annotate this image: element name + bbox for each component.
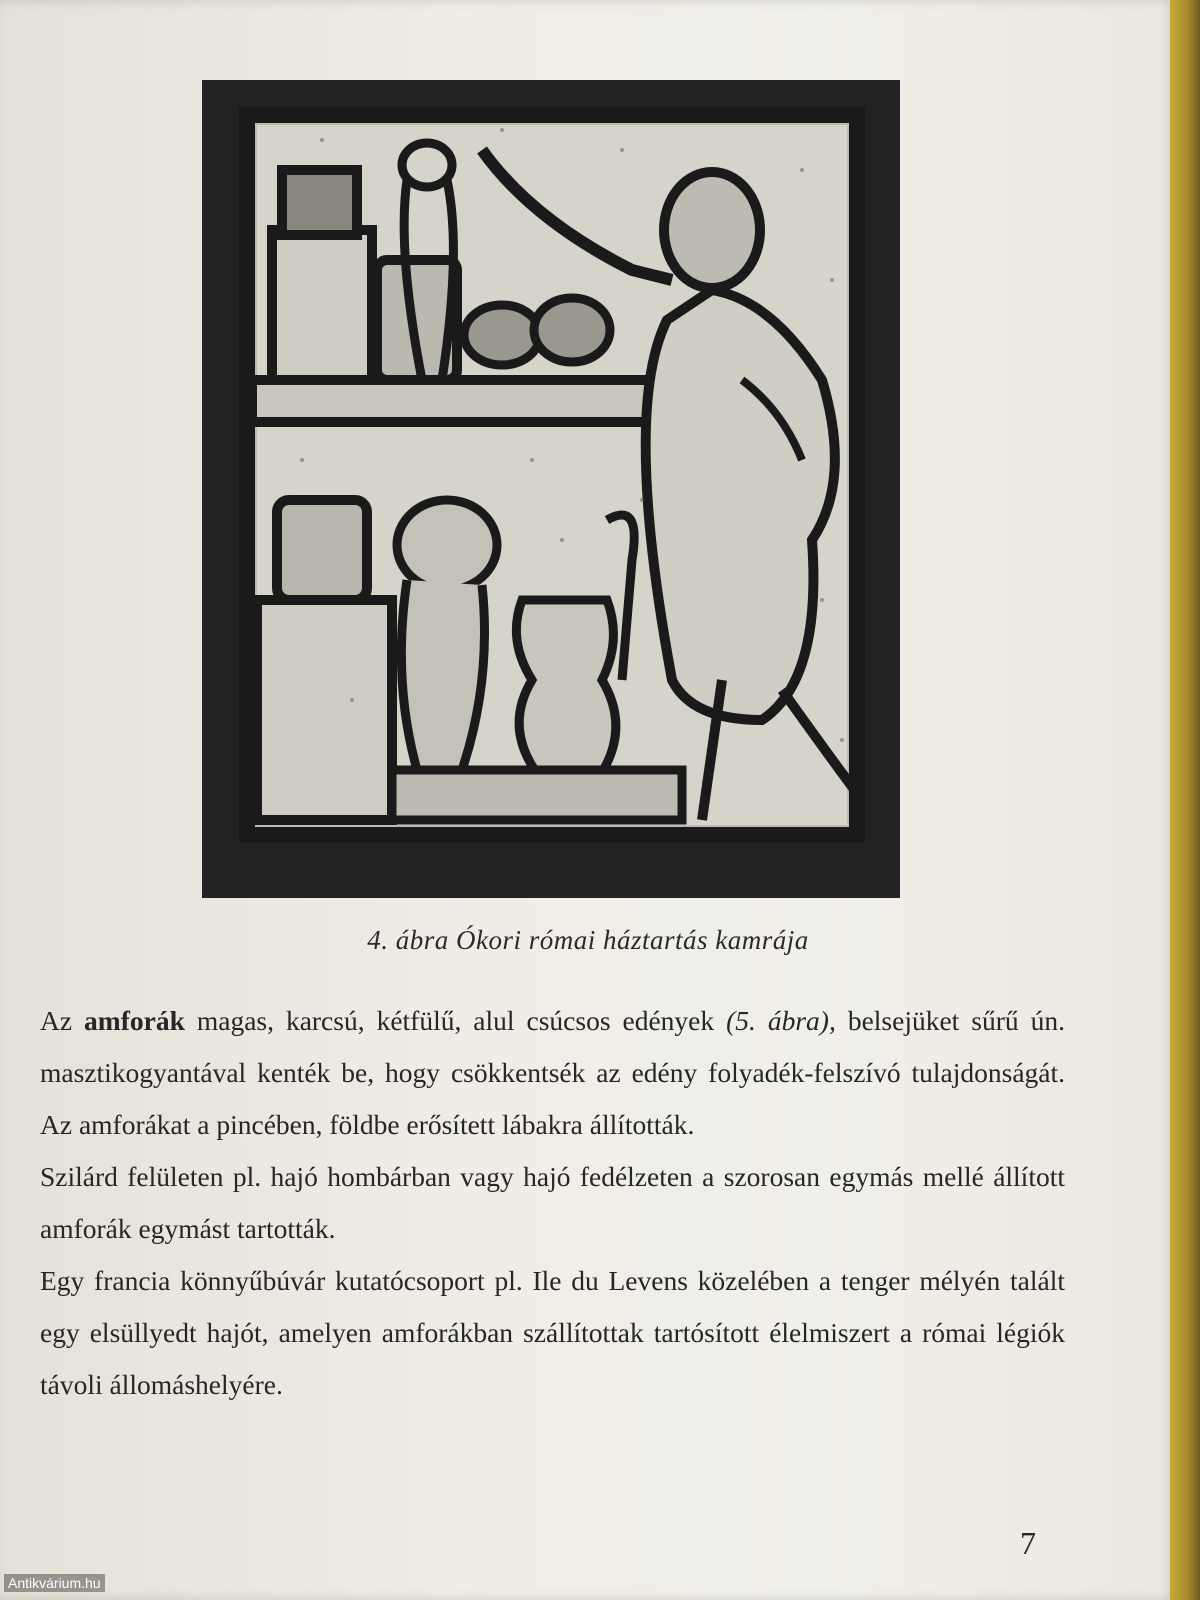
paragraph [40, 1255, 1065, 1411]
roman-pantry-illustration [202, 80, 900, 898]
text-run: belsejüket sűrű ún. masztikogyantával kenték be, hogy csökkentsék az edény folyadék-felszívó tulajdonságát. Az amforákat a pincében, földbe erősített lábakra állították. [40, 1005, 1065, 1140]
page-number: 7 [1020, 1525, 1036, 1561]
bold-term: amforák [84, 1005, 185, 1036]
figure-reference: (5. ábra), [726, 1005, 836, 1036]
text-run: Az [40, 1005, 85, 1036]
body-text [40, 995, 1065, 1411]
text-run: Egy francia könnyűbúvár kutatócsoport pl. Ile du Levens közelében a tenger mélyén talált egy elsüllyedt hajót, amelyen amforákban szállítottak tartósított élelmiszert a római légiók távoli állomáshelyére. [40, 1265, 1065, 1400]
text-run: magas, karcsú, kétfülű, alul csúcsos edények [184, 1005, 727, 1036]
text-run: Szilárd felületen pl. hajó hombárban vagy hajó fedélzeten a szorosan egymás mellé állított amforák egymást tartották. [40, 1161, 1065, 1244]
figure-caption: 4. ábra Ókori római háztartás kamrája [367, 925, 809, 955]
watermark: Antikvárium.hu [4, 1574, 105, 1592]
paragraph [40, 995, 1065, 1151]
paragraph [40, 1151, 1065, 1255]
book-edge [1170, 0, 1200, 1600]
